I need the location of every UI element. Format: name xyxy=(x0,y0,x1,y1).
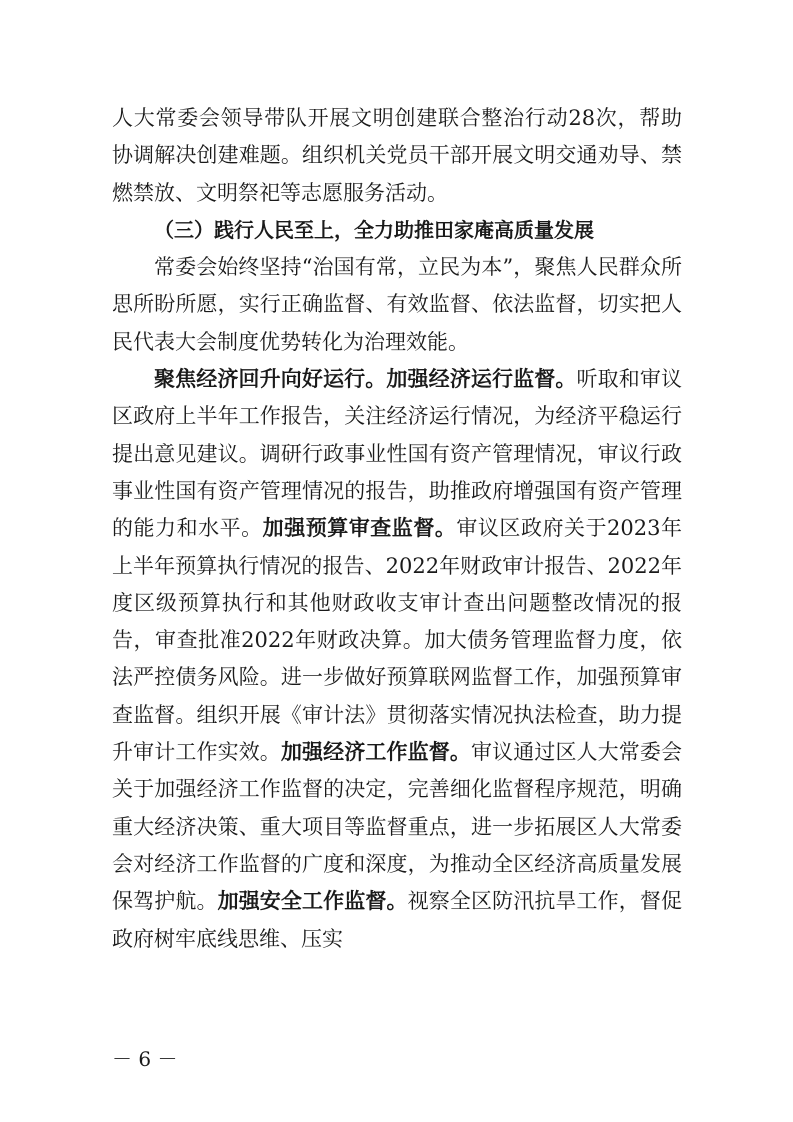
page-number: － 6 － xyxy=(112,1047,178,1071)
section-heading: （三）践行人民至上，全力助推田家庵高质量发展 xyxy=(154,217,594,242)
paragraph-3 xyxy=(112,361,682,958)
paragraph-3-text-3: 审议通过区人大常委会关于加强经济工作监督的决定，完善细化监督程序规范，明确重大经济决策、重大项目等监督重点，进一步拓展区人大常委会对经济工作监督的广度和深度，为推动全区经济高质量发展保驾护航。 xyxy=(112,740,683,914)
bold-lead-budget: 加强预算审查监督。 xyxy=(262,516,457,541)
bold-lead-safety: 加强安全工作监督。 xyxy=(217,889,408,914)
paragraph-3-text-1: 听取和审议区政府上半年工作报告，关注经济运行情况，为经济平稳运行提出意见建议。调研行政事业性国有资产管理情况，审议行政事业性国有资产管理情况的报告，助推政府增强国有资产管理的能力和水平。 xyxy=(112,367,682,541)
paragraph-2: 常委会始终坚持“治国有常，立民为本”，聚焦人民群众所思所盼所愿，实行正确监督、有效监督、依法监督，切实把人民代表大会制度优势转化为治理效能。 xyxy=(112,255,682,354)
bold-lead-economic-work: 加强经济工作监督。 xyxy=(280,740,471,765)
paragraph-3-text-2: 审议区政府关于2023年上半年预算执行情况的报告、2022年财政审计报告、2022年度区级预算执行和其他财政收支审计查出问题整改情况的报告，审查批准2022年财政决算。加大债务管理监督力度，依法严控债务风险。进一步做好预算联网监督工作，加强预算审查监督。组织开展《审计法》贯彻落实情况执法检查，助力提升审计工作实效。 xyxy=(112,516,683,765)
body-text xyxy=(112,100,682,958)
paragraph-3-text-4: 视察全区防汛抗旱工作，督促政府树牢底线思维、压实 xyxy=(112,889,683,951)
paragraph-1: 人大常委会领导带队开展文明创建联合整治行动28次，帮助协调解决创建难题。组织机关党员干部开展文明交通劝导、禁燃禁放、文明祭祀等志愿服务活动。 xyxy=(112,106,682,205)
bold-lead-economy: 聚焦经济回升向好运行。加强经济运行监督。 xyxy=(154,367,577,392)
